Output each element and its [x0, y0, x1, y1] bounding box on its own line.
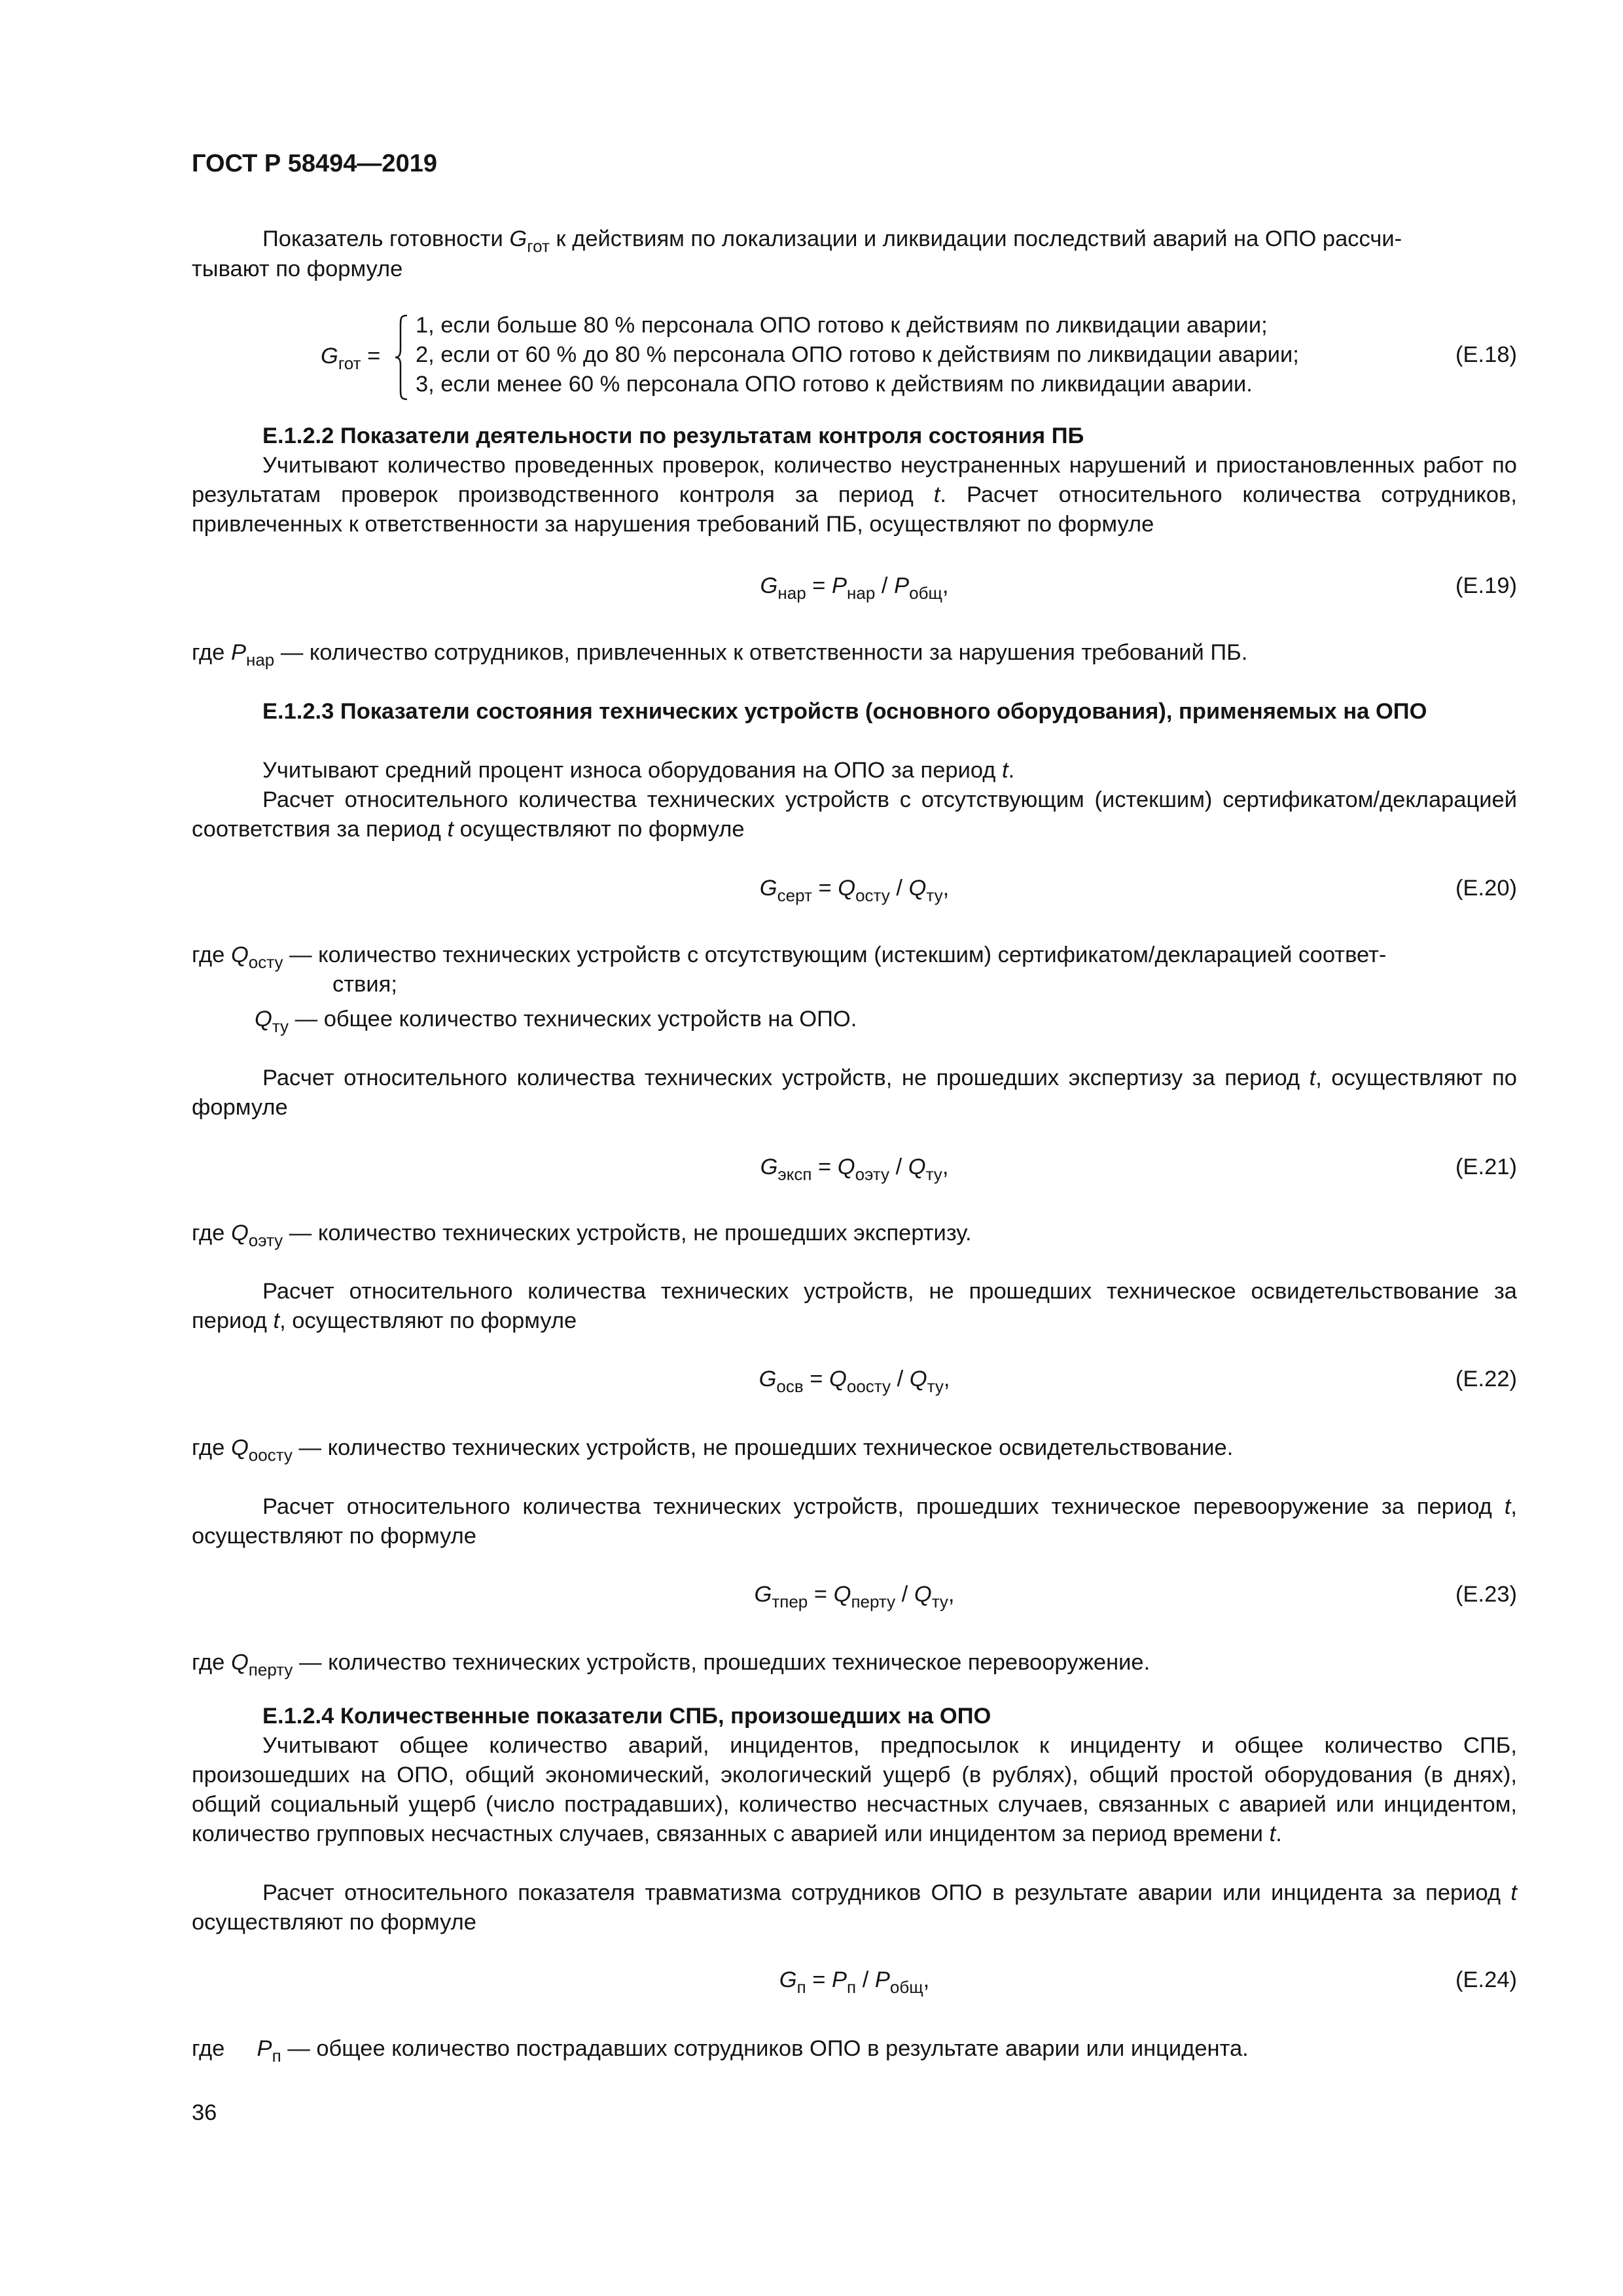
left-brace-icon — [394, 314, 408, 401]
section-124-heading: Е.1.2.4 Количественные показатели СПБ, произошедших на ОПО — [262, 1704, 991, 1729]
paragraph-21: Расчет относительного количества технических устройств, не прошедших экспертизу за период t, осуществляют по формуле — [192, 1066, 1517, 1120]
formula-22-expression: $G_{осв} = Q_{оосту} / Q_{ту}$, — [758, 1367, 950, 1396]
formula-23 — [192, 1580, 1517, 1613]
where-20-line-1: где $Q_{осту}$ — количество технических устройств с отсутствующим (истекшим) сертификатом/декларацией соответ- — [192, 942, 1387, 972]
document-header: ГОСТ Р 58494—2019 — [192, 150, 437, 177]
formula-21 — [192, 1153, 1517, 1185]
formula-20 — [192, 874, 1517, 906]
section-123-paragraph-1: Учитывают средний процент износа оборудования на ОПО за период t. — [262, 758, 1015, 783]
formula-19-number: (Е.19) — [1455, 573, 1517, 598]
intro-line-1: Показатель готовности $G_{гот}$ к действиям по локализации и ликвидации последствий аварий на ОПО рассчи- — [262, 226, 1402, 256]
formula-24-number: (Е.24) — [1455, 1967, 1517, 1992]
formula-18-lhs: $G_{гот}$ = — [321, 344, 381, 373]
paragraph-23: Расчет относительного количества технических устройств, прошедших техническое перевооружение за период t, осуществляют по формуле — [192, 1494, 1517, 1549]
formula-19 — [192, 571, 1517, 604]
section-123-heading: Е.1.2.3 Показатели состояния технических устройств (основного оборудования), применяемых на ОПО — [262, 699, 1427, 724]
formula-20-number: (Е.20) — [1455, 876, 1517, 901]
formula-21-expression: $G_{эксп} = Q_{оэту} / Q_{ту}$, — [760, 1155, 949, 1184]
where-21: где $Q_{оэту}$ — количество технических устройств, не прошедших экспертизу. — [192, 1221, 972, 1250]
page-number: 36 — [192, 2100, 217, 2125]
formula-23-number: (Е.23) — [1455, 1582, 1517, 1607]
section-122-heading: Е.1.2.2 Показатели деятельности по результатам контроля состояния ПБ — [262, 423, 1084, 448]
formula-21-number: (Е.21) — [1455, 1155, 1517, 1179]
formula-24-expression: $G_п = P_п / P_{общ}$, — [779, 1967, 930, 1997]
formula-23-expression: $G_{тпер} = Q_{перту} / Q_{ту}$, — [754, 1582, 955, 1611]
section-123-paragraph-2: Расчет относительного количества технических устройств с отсутствующим (истекшим) сертификатом/декларацией соответствия за период t осуществляют по формуле — [192, 787, 1517, 842]
formula-19-expression: $G_{нар} = P_{нар} / P_{общ}$, — [760, 573, 949, 603]
formula-22 — [192, 1365, 1517, 1397]
formula-24 — [192, 1965, 1517, 1998]
where-22: где $Q_{оосту}$ — количество технических устройств, не прошедших техническое освидетельствование. — [192, 1435, 1234, 1465]
formula-22-number: (Е.22) — [1455, 1367, 1517, 1391]
where-23: где $Q_{перту}$ — количество технических устройств, прошедших техническое перевооружение. — [192, 1650, 1150, 1679]
section-124-paragraph-2: Расчет относительного показателя травматизма сотрудников ОПО в результате аварии или инцидента за период t осуществляют по формуле — [192, 1880, 1517, 1935]
formula-18-case-2: 2, если от 60 % до 80 % персонала ОПО готово к действиям по ликвидации аварии; — [416, 342, 1299, 367]
where-19: где $P_{нар}$ — количество сотрудников, привлеченных к ответственности за нарушения требований ПБ. — [192, 640, 1248, 670]
formula-18-case-1: 1, если больше 80 % персонала ОПО готово к действиям по ликвидации аварии; — [416, 313, 1268, 338]
paragraph-22: Расчет относительного количества технических устройств, не прошедших техническое освидетельствование за период t, осуществляют по формуле — [192, 1279, 1517, 1333]
formula-18-number: (Е.18) — [1455, 342, 1517, 367]
where-24: где $P_п$ — общее количество пострадавших сотрудников ОПО в результате аварии или инцидента. — [192, 2036, 1249, 2066]
where-20-line-2: ствия; — [332, 972, 397, 997]
intro-line-2: тывают по формуле — [192, 257, 403, 281]
section-124-paragraph-1: Учитывают общее количество аварий, инцидентов, предпосылок к инциденту и общее количество СПБ, произошедших на ОПО, общий экономический, экологический ущерб (в рублях), общий простой оборудования (в днях), общий социальный ущерб (число пострадавших), количество несчастных случаев, связанных с аварией или инцидентом, количество групповых несчастных случаев, связанных с аварией или инцидентом за период времени t. — [192, 1733, 1517, 1846]
where-20-line-3: $Q_{ту}$ — общее количество технических устройств на ОПО. — [255, 1007, 857, 1036]
section-122-paragraph: Учитывают количество проведенных проверок, количество неустраненных нарушений и приостановленных работ по результатам проверок производственного контроля за период t. Расчет относительного количества сотрудников, привлеченных к ответственности за нарушения требований ПБ, осуществляют по формуле — [192, 453, 1517, 537]
formula-18-case-3: 3, если менее 60 % персонала ОПО готово к действиям по ликвидации аварии. — [416, 372, 1253, 397]
formula-20-expression: $G_{серт} = Q_{осту} / Q_{ту}$, — [759, 876, 950, 905]
